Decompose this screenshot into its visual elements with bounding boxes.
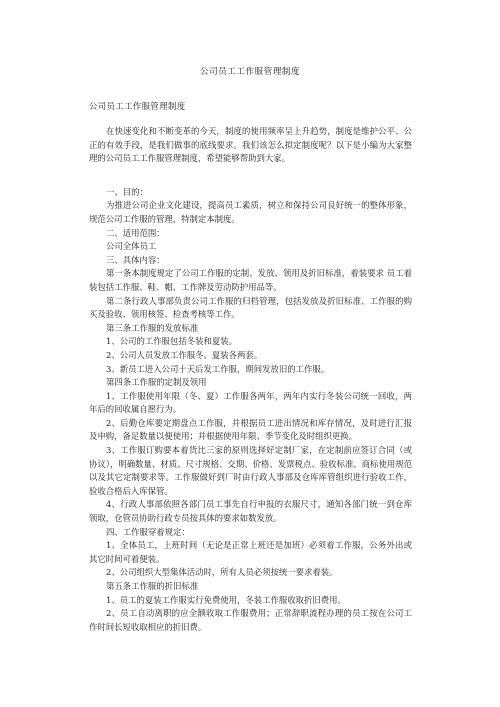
- list-item: 3、新员工进入公司十天后发工作服，期间发放旧的工作服。: [106, 363, 330, 374]
- document-title: 公司员工工作服管理制度: [199, 67, 301, 77]
- article-paragraph: 第二条行政人事部负责公司工作服的归档管理，包括发放及折旧标准、工作服的购买及验收、领用核签、检查考核等工作。: [89, 295, 412, 320]
- paragraph: 为推进公司企业文化建设，提高员工素质，树立和保持公司良好统一的整体形象，规范公司工作服的管理，特制定本制度。: [89, 200, 412, 224]
- section-heading: 三、具体内容：: [106, 254, 165, 265]
- list-item: 3、工作服订购要本着货比三家的原则选择好定制厂家，在定制前应签订合同（或协议），明确数量、材质、尺寸规格、交期、价格、发票税点、验收标准、商标使用规范以及其它定制要求等。工作服做好到厂时由行政人事部及仓库库管组织进行验收工作，验收合格后入库保管。: [89, 445, 412, 496]
- document-subtitle: 公司员工工作服管理制度: [89, 101, 186, 111]
- document-body: [89, 125, 412, 634]
- list-item: 1、全体员工，上班时间（无论是正常上班还是加班）必须着工作服，公务外出或其它时间可着便装。: [89, 540, 412, 564]
- article-heading: 第四条工作服的定制及领用: [106, 377, 207, 388]
- section-heading: 四、工作服穿着规定：: [106, 526, 190, 537]
- intro-paragraph: 在快速变化和不断变革的今天，制度的使用频率呈上升趋势，制度是维护公平、公正的有效手段，是我们做事的底线要求。我们该怎么拟定制度呢？以下是小编为大家整理的公司员工工作服管理制度，希望能够帮助到大家。: [89, 126, 412, 164]
- section-heading: 二、适用范围：: [106, 227, 165, 238]
- article-heading: 第三条工作服的发放标准: [106, 322, 199, 333]
- list-item: 2、公司人员发放工作服冬、夏装各两套。: [106, 349, 263, 360]
- list-item: 2、员工自动离职的应全额收取工作服费用；正常辞职流程办理的员工按在公司工作时间长短收取相应的折旧费。: [89, 608, 412, 632]
- list-item: 2、公司组织大型集体活动时，所有人员必须按统一要求着装。: [106, 567, 338, 578]
- article-paragraph: 第一条本制度规定了公司工作服的定制、发放、领用及折旧标准，着装要求 员工着装包括工作服、鞋、帽、工作牌及劳动防护用品等。: [89, 268, 412, 292]
- section-heading: 一、目的：: [106, 186, 148, 197]
- article-heading: 第五条工作服的折旧标准: [106, 581, 199, 591]
- paragraph: 公司全体员工: [106, 241, 157, 252]
- list-item: 1、公司的工作服包括冬装和夏装。: [106, 336, 237, 347]
- list-item: 4、行政人事部依照各部门员工事先自行申报的衣服尺寸，通知各部门统一到仓库领取，仓管员协助行政专员按具体的要求如数发放。: [89, 499, 412, 524]
- list-item: 1、工作服使用年限（冬、夏）工作服各两年，两年内实行冬装公司统一回收，两年后的回收属自愿行为。: [89, 390, 412, 415]
- list-item: 2、后勤仓库要定期盘点工作服，并根据员工进出情况和库存情况，及时进行汇报及申购，备足数量以便使用；并根据使用年限、季节变化及时组织更换。: [89, 417, 412, 442]
- list-item: 1、员工的夏装工作服实行免费使用，冬装工作服收取折旧费用。: [106, 594, 346, 605]
